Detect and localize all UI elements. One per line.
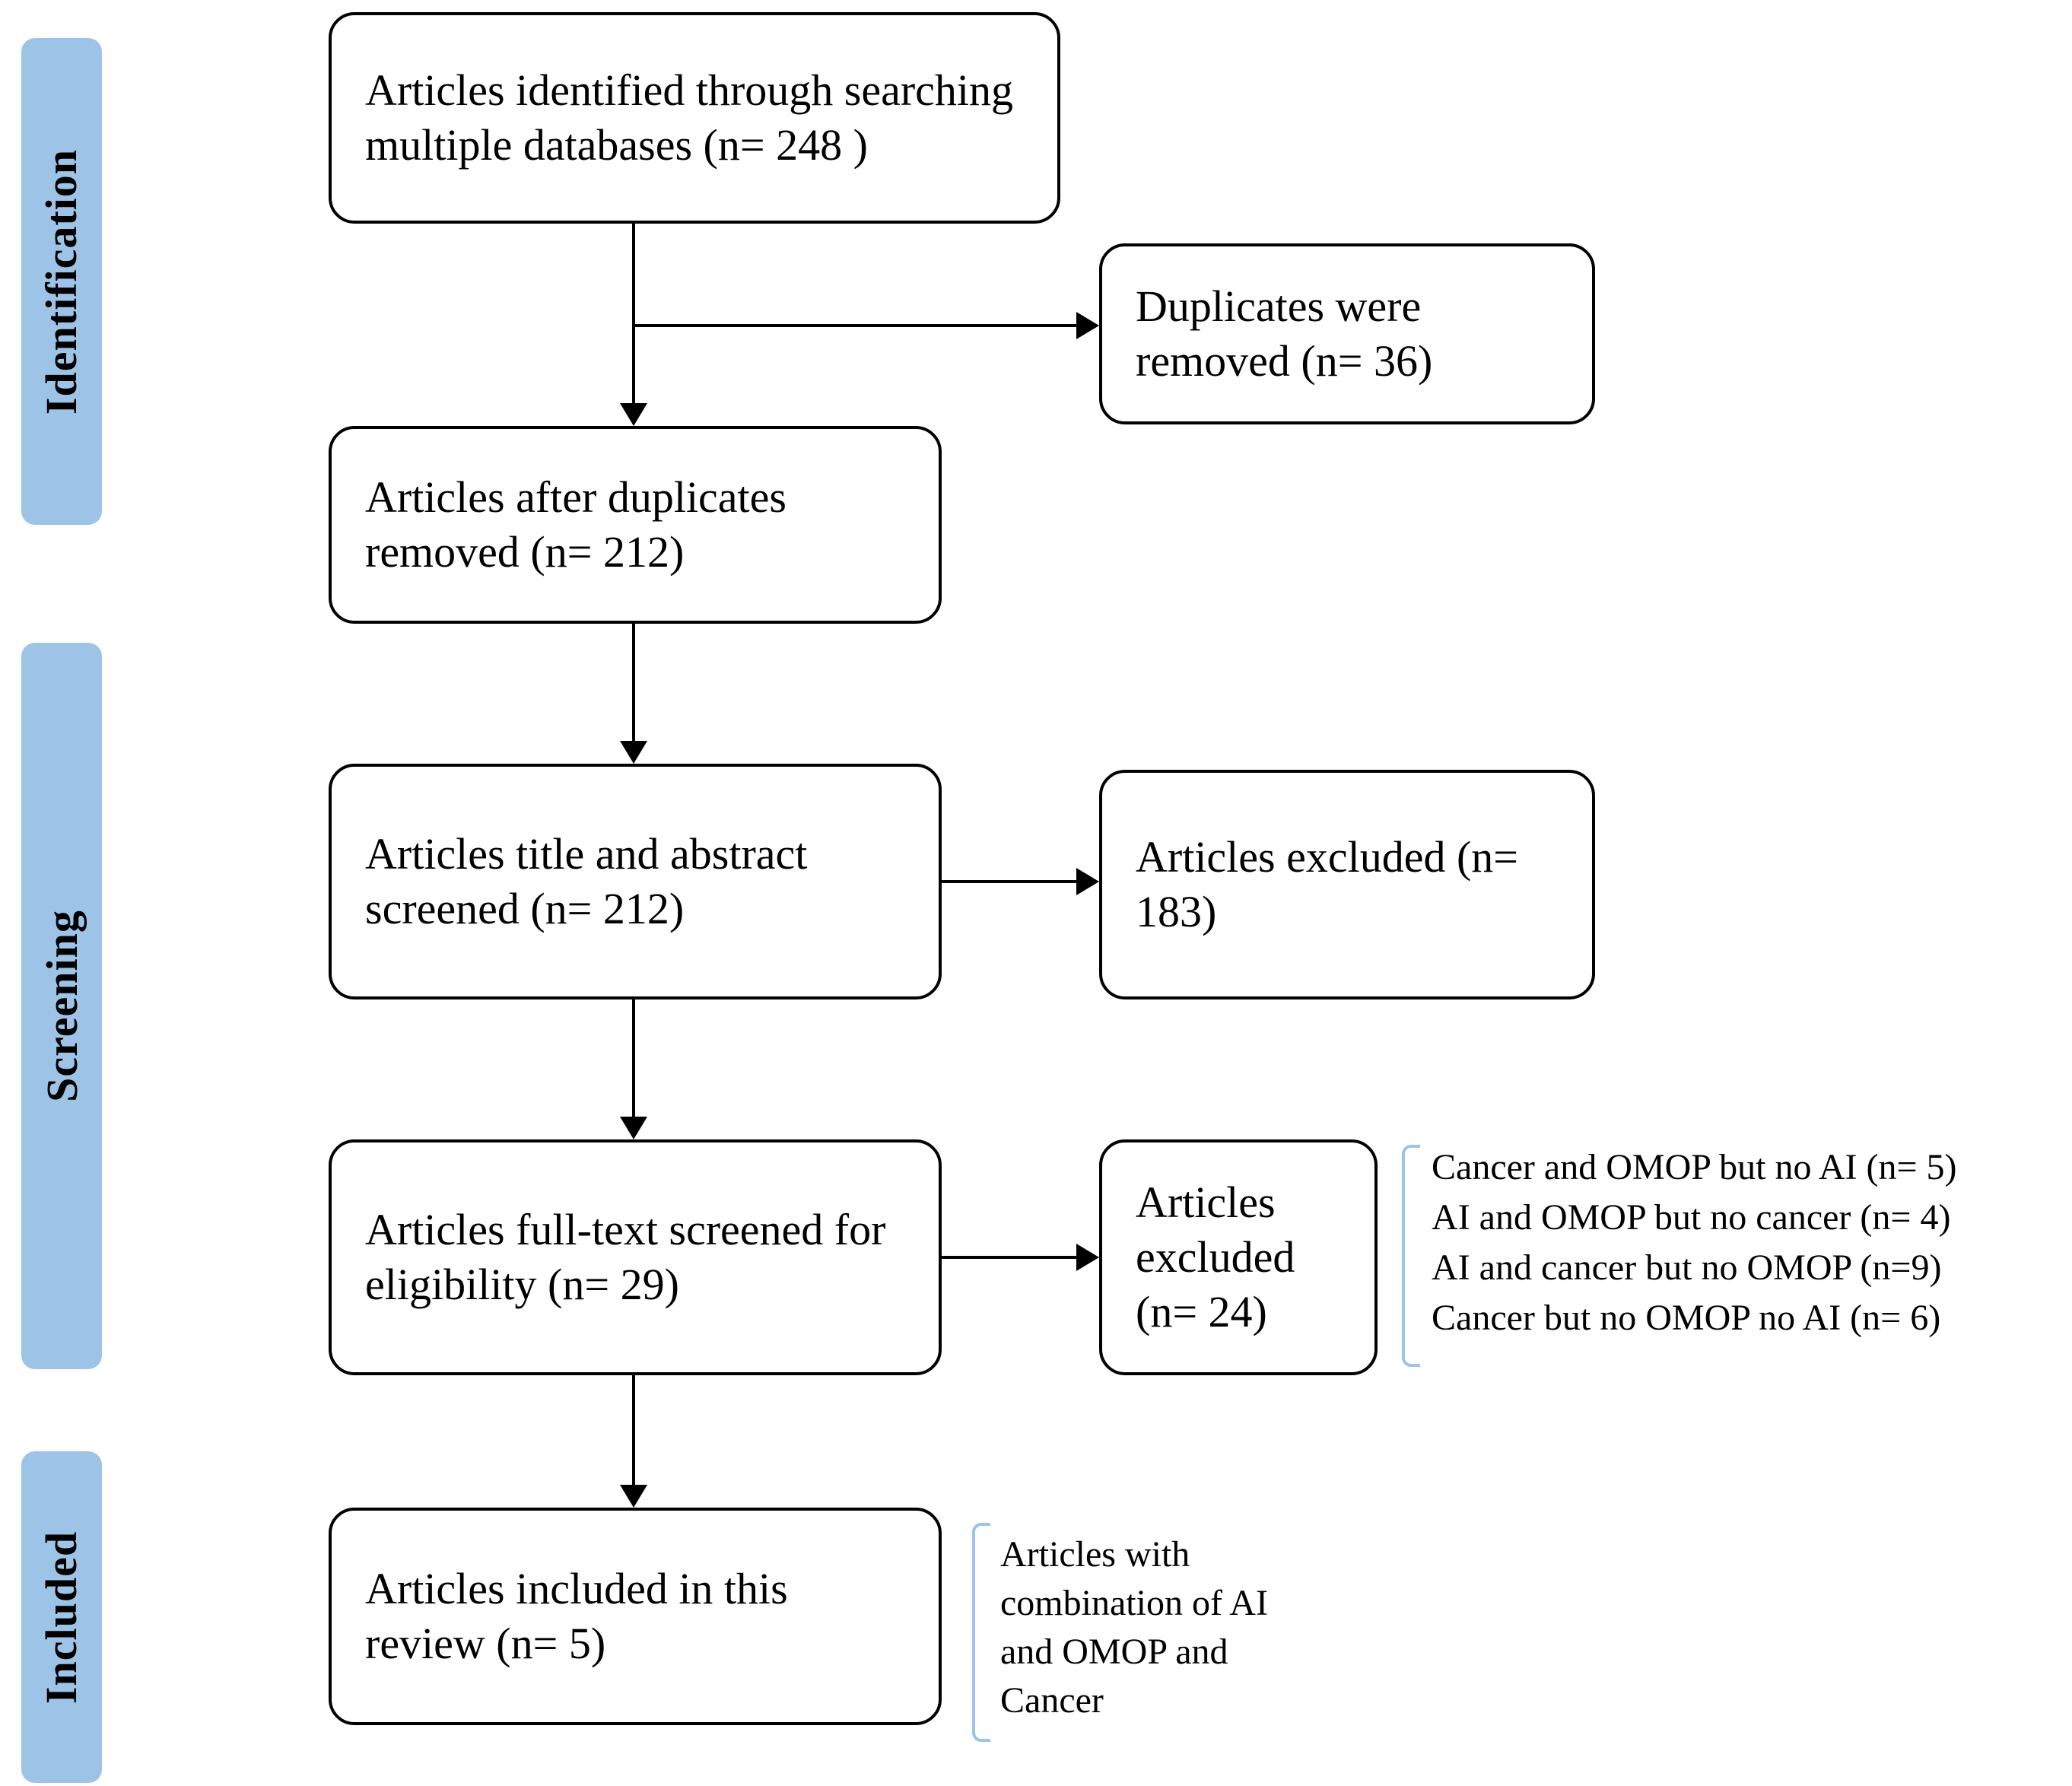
- arrowhead-down-included: [620, 1485, 647, 1508]
- flow-box-title-abstract-screened: [329, 764, 942, 999]
- flow-box-excluded-fulltext: [1099, 1139, 1378, 1375]
- arrow-line-identified-down: [632, 224, 635, 403]
- flow-box-title-abstract-screened-label: Articles title and abstract screened (n= 212): [365, 829, 808, 933]
- stage-label-included: Included: [37, 1530, 87, 1704]
- arrowhead-down-fulltext: [620, 1117, 647, 1139]
- exclusion-reason-item: Cancer and OMOP but no AI (n= 5): [1432, 1147, 1957, 1187]
- arrow-line-after-duplicates-down: [632, 624, 635, 741]
- flow-box-articles-identified: [329, 12, 1060, 224]
- exclusion-reasons-list: [1432, 1142, 2072, 1343]
- flow-box-after-duplicates: [329, 426, 942, 624]
- flow-box-articles-identified-label: Articles identified through searching multiple databases (n= 248 ): [365, 65, 1014, 170]
- flow-box-included-review-label: Articles included in this review (n= 5): [365, 1564, 788, 1668]
- arrowhead-right-excluded-fulltext: [1076, 1244, 1099, 1271]
- arrowhead-right-duplicates: [1076, 312, 1099, 339]
- arrowhead-down-screened: [620, 741, 647, 764]
- flow-box-after-duplicates-label: Articles after duplicates removed (n= 212): [365, 472, 787, 577]
- arrowhead-right-excluded-screening: [1076, 868, 1099, 895]
- flow-box-fulltext-screened-label: Articles full-text screened for eligibility (n= 29): [365, 1205, 886, 1309]
- flow-box-excluded-fulltext-label: Articles excluded (n= 24): [1136, 1177, 1295, 1336]
- flow-box-duplicates-removed-label: Duplicates were removed (n= 36): [1136, 281, 1433, 386]
- flow-box-included-review: [329, 1508, 942, 1725]
- flow-box-excluded-screening: [1099, 770, 1595, 999]
- exclusion-reason-item: Cancer but no OMOP no AI (n= 6): [1432, 1298, 1941, 1338]
- stage-label-screening: Screening: [37, 910, 87, 1102]
- arrow-line-fulltext-down: [632, 1375, 635, 1485]
- stage-bar-identification: [21, 38, 102, 525]
- exclusion-reasons-bracket: [1402, 1145, 1420, 1367]
- flow-box-excluded-screening-label: Articles excluded (n= 183): [1136, 832, 1518, 936]
- flow-box-duplicates-removed: [1099, 243, 1595, 424]
- stage-bar-included: [21, 1451, 102, 1783]
- stage-label-identification: Identification: [37, 148, 87, 415]
- arrow-line-branch-duplicates: [634, 324, 1076, 327]
- flow-box-fulltext-screened: [329, 1139, 942, 1375]
- included-note-bracket: [972, 1523, 990, 1742]
- arrowhead-down-after-duplicates: [620, 403, 647, 426]
- arrow-line-screened-excluded: [942, 880, 1076, 883]
- exclusion-reason-item: AI and OMOP but no cancer (n= 4): [1432, 1197, 1951, 1238]
- exclusion-reason-item: AI and cancer but no OMOP (n=9): [1432, 1247, 1942, 1288]
- included-note-text: Articles with combination of AI and OMOP and Cancer: [1000, 1534, 1268, 1721]
- stage-bar-screening: [21, 643, 102, 1369]
- arrow-line-screened-down: [632, 999, 635, 1117]
- arrow-line-fulltext-excluded: [942, 1256, 1076, 1259]
